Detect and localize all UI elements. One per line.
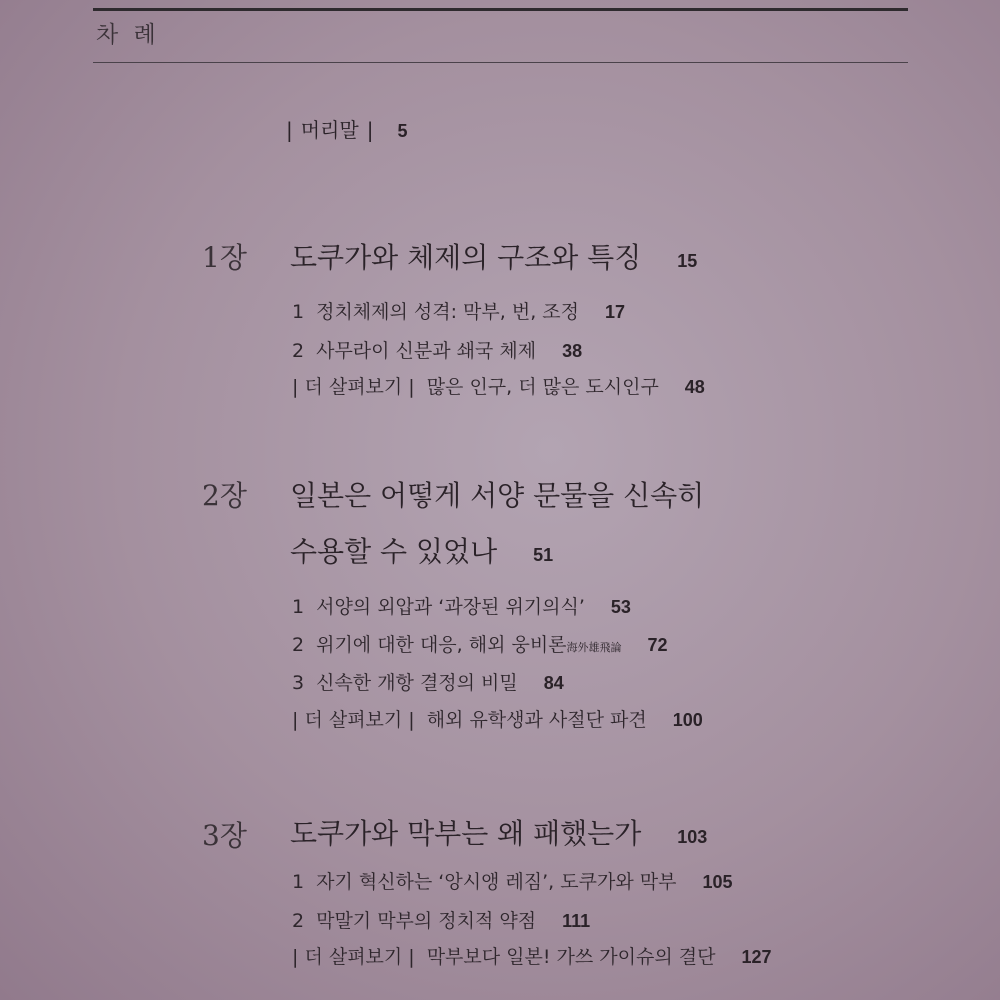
chapter-page: 103	[677, 827, 708, 847]
section-page: 100	[672, 710, 703, 730]
chapter-3-section-2[interactable]	[292, 906, 590, 933]
chapter-1-more[interactable]	[292, 372, 705, 399]
section-title: 해외 유학생과 사절단 파견	[426, 709, 647, 731]
section-title: 정치체제의 성격: 막부, 번, 조정	[316, 301, 579, 323]
section-number: 2	[292, 910, 305, 932]
preface-page: 5	[397, 121, 408, 141]
section-number: 1	[292, 596, 305, 618]
preface-label: 머리말	[300, 118, 359, 142]
chapter-3-number: 3장	[202, 819, 247, 852]
chapter-3-more[interactable]	[292, 942, 771, 969]
preface-entry[interactable]	[286, 114, 407, 143]
chapter-title-text: 도쿠가와 막부는 왜 패했는가	[290, 817, 642, 850]
more-label: | 더 살펴보기 |	[292, 946, 415, 968]
section-page: 53	[610, 597, 631, 617]
section-number: 1	[292, 871, 305, 893]
section-number: 2	[292, 634, 305, 656]
section-number: 3	[292, 672, 305, 694]
section-title: 신속한 개항 결정의 비밀	[316, 672, 518, 694]
chapter-2-number: 2장	[202, 479, 247, 512]
section-number: 1	[292, 301, 305, 323]
section-hanja: 海外雄飛論	[566, 641, 622, 654]
section-title: 많은 인구, 더 많은 도시인구	[426, 376, 659, 398]
preface-bar-open: |	[286, 118, 293, 142]
chapter-1-title[interactable]	[290, 236, 697, 276]
chapter-3-section-1[interactable]	[292, 867, 732, 894]
section-number: 2	[292, 340, 305, 362]
section-title: 사무라이 신분과 쇄국 체제	[316, 340, 537, 362]
chapter-2-title-line-1[interactable]	[290, 474, 704, 514]
chapter-page: 15	[677, 251, 698, 271]
section-title: 자기 혁신하는 ‘앙시앵 레짐’, 도쿠가와 막부	[316, 871, 677, 893]
section-page: 111	[562, 911, 591, 931]
chapter-title-text: 수용할 수 있었나	[290, 535, 498, 568]
more-label: | 더 살펴보기 |	[292, 709, 415, 731]
chapter-page: 51	[533, 545, 554, 565]
chapter-1-section-2[interactable]	[292, 336, 582, 363]
chapter-2-more[interactable]	[292, 705, 703, 732]
top-rule	[93, 8, 908, 11]
section-title: 막말기 막부의 정치적 약점	[316, 910, 537, 932]
section-page: 48	[684, 377, 705, 397]
preface-bar-close: |	[366, 118, 374, 142]
toc-heading: 차 례	[96, 22, 160, 48]
section-page: 38	[562, 341, 583, 361]
more-label: | 더 살펴보기 |	[292, 376, 415, 398]
chapter-2-section-2[interactable]	[292, 630, 668, 657]
chapter-title-text: 일본은 어떻게 서양 문물을 신속히	[290, 479, 705, 512]
section-title: 서양의 외압과 ‘과장된 위기의식’	[316, 596, 585, 618]
section-page: 127	[741, 947, 772, 967]
section-page: 84	[543, 673, 564, 693]
heading-rule	[93, 62, 908, 63]
chapter-2-title-line-2[interactable]	[290, 530, 553, 570]
chapter-2-section-1[interactable]	[292, 592, 631, 619]
chapter-3-title[interactable]	[290, 812, 707, 852]
section-page: 105	[702, 872, 733, 892]
chapter-2-section-3[interactable]	[292, 668, 564, 695]
section-page: 72	[647, 635, 668, 655]
chapter-1-number: 1장	[202, 241, 247, 274]
section-title: 위기에 대한 대응, 해외 웅비론	[316, 634, 567, 656]
section-title: 막부보다 일본! 가쓰 가이슈의 결단	[426, 946, 716, 968]
chapter-title-text: 도쿠가와 체제의 구조와 특징	[290, 241, 642, 274]
section-page: 17	[604, 302, 626, 322]
chapter-1-section-1[interactable]	[292, 297, 625, 324]
